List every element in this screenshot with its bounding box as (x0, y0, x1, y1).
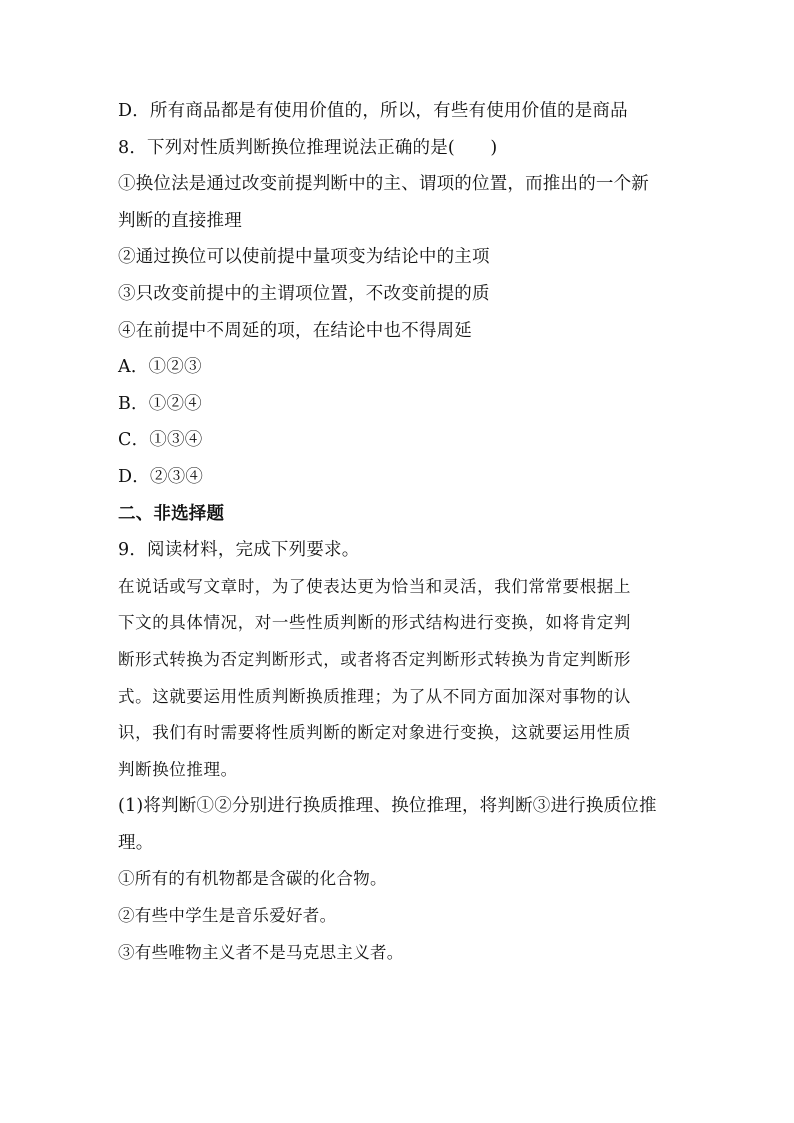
section-2-heading: 二、非选择题 (118, 503, 225, 524)
question-9-material-line-5: 识，我们有时需要将性质判断的断定对象进行变换，这就要运用性质 (118, 723, 631, 743)
question-9-material-line-2: 下文的具体情况，对一些性质判断的形式结构进行变换，如将肯定判 (118, 613, 631, 633)
question-9-material-line-1: 在说话或写文章时，为了使表达更为恰当和灵活，我们常常要根据上 (118, 576, 631, 596)
question-9-material-line-6: 判断换位推理。 (118, 759, 238, 779)
question-8-statement-3: ③只改变前提中的主谓项位置，不改变前提的质 (118, 283, 490, 304)
question-9-judgment-1: ①所有的有机物都是含碳的化合物。 (118, 869, 387, 889)
question-9-subquestion-1-line-2: 理。 (118, 832, 154, 853)
question-8-stem: 8．下列对性质判断换位推理说法正确的是( ) (118, 137, 498, 158)
question-9-judgment-3: ③有些唯物主义者不是马克思主义者。 (118, 942, 404, 962)
question-9-stem: 9．阅读材料，完成下列要求。 (118, 540, 360, 561)
question-9-judgment-2: ②有些中学生是音乐爱好者。 (118, 906, 337, 926)
question-9-material-line-3: 断形式转换为否定判断形式，或者将否定判断形式转换为肯定判断形 (118, 649, 631, 669)
question-8-statement-4: ④在前提中不周延的项，在结论中也不得周延 (118, 320, 472, 341)
option-d-previous-question: D．所有商品都是有使用价值的，所以，有些有使用价值的是商品 (118, 101, 628, 121)
question-8-option-b: B．①②④ (118, 393, 202, 414)
question-8-option-a: A．①②③ (118, 357, 202, 378)
question-8-option-d: D．②③④ (118, 466, 204, 487)
question-8-statement-1-line-1: ①换位法是通过改变前提判断中的主、谓项的位置，而推出的一个新 (118, 174, 649, 195)
question-9-subquestion-1-line-1: (1)将判断①②分别进行换质推理、换位推理，将判断③进行换质位推 (118, 796, 657, 817)
question-8-option-c: C．①③④ (118, 430, 203, 451)
question-9-material-line-4: 式。这就要运用性质判断换质推理；为了从不同方面加深对事物的认 (118, 686, 631, 706)
question-8-statement-1-line-2: 判断的直接推理 (118, 210, 242, 231)
question-8-statement-2: ②通过换位可以使前提中量项变为结论中的主项 (118, 247, 490, 268)
document-page (118, 93, 688, 971)
